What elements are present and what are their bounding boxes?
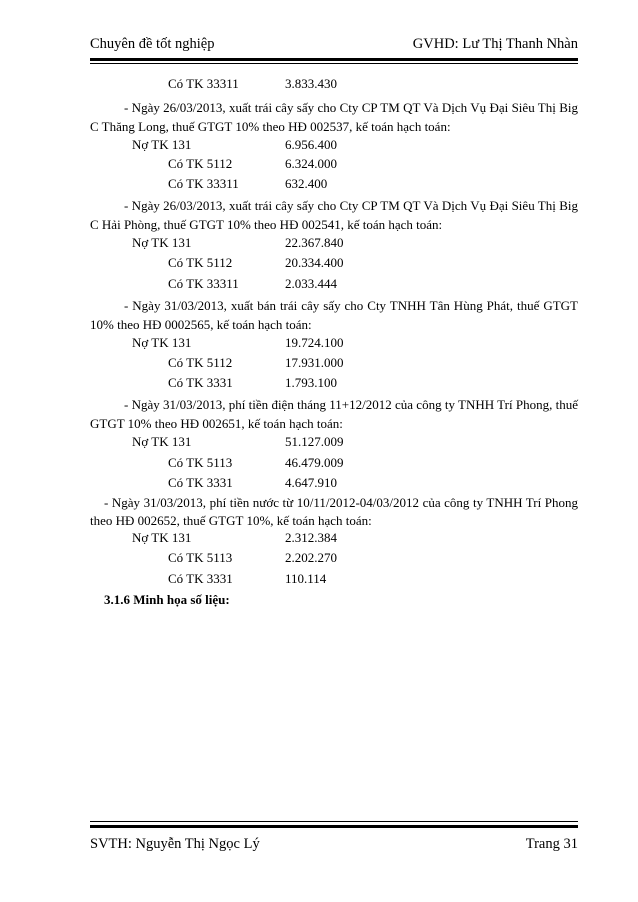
journal-entry <box>132 530 337 546</box>
footer-rule-thick <box>90 825 578 828</box>
page-header <box>90 36 578 53</box>
entry-account: Có TK 33311 <box>168 276 239 291</box>
footer-author: SVTH: Nguyễn Thị Ngọc Lý <box>90 836 260 852</box>
entry-account: Có TK 33311 <box>168 76 239 91</box>
entry-account: Có TK 5113 <box>168 550 233 565</box>
journal-entry <box>132 434 344 450</box>
entry-account: Nợ TK 131 <box>132 335 192 350</box>
entry-account: Có TK 5113 <box>168 455 233 470</box>
journal-entry <box>132 335 344 351</box>
journal-entry <box>132 235 344 251</box>
entry-account: Có TK 33311 <box>168 176 239 191</box>
entry-account: Nợ TK 131 <box>132 137 192 152</box>
entry-account: Có TK 3331 <box>168 475 233 490</box>
journal-entry <box>168 76 337 92</box>
entry-account: Có TK 3331 <box>168 375 233 390</box>
section-heading: 3.1.6 Minh họa số liệu: <box>104 592 230 607</box>
entry-amount: 6.956.400 <box>285 137 337 152</box>
entry-amount: 2.033.444 <box>285 276 337 291</box>
entry-amount: 17.931.000 <box>285 355 344 370</box>
transaction-paragraph: - Ngày 26/03/2013, xuất trái cây sấy cho Cty CP TM QT Và Dịch Vụ Đại Siêu Thị Big C Thăng Long, thuế GTGT 10% theo HĐ 002537, kế toán hạch toán: <box>90 100 578 134</box>
entry-account: Có TK 5112 <box>168 156 233 171</box>
entry-amount: 19.724.100 <box>285 335 344 350</box>
entry-account: Nợ TK 131 <box>132 530 192 545</box>
transaction-paragraph: - Ngày 26/03/2013, xuất trái cây sấy cho Cty CP TM QT Và Dịch Vụ Đại Siêu Thị Big C Hải Phòng, thuế GTGT 10% theo HĐ 002541, kế toán hạch toán: <box>90 198 578 232</box>
page-footer <box>90 836 578 853</box>
journal-entry <box>168 355 344 371</box>
header-supervisor: GVHD: Lư Thị Thanh Nhàn <box>412 36 578 52</box>
journal-entry <box>168 255 344 271</box>
journal-entry <box>168 156 337 172</box>
header-rule-thick <box>90 58 578 61</box>
journal-entry <box>168 455 344 471</box>
journal-entry <box>132 137 337 153</box>
transaction-paragraph: - Ngày 31/03/2013, xuất bán trái cây sấy cho Cty TNHH Tân Hùng Phát, thuế GTGT 10% theo HĐ 0002565, kế toán hạch toán: <box>90 298 578 332</box>
entry-amount: 2.202.270 <box>285 550 337 565</box>
entry-amount: 110.114 <box>285 571 327 586</box>
journal-entry <box>168 571 326 587</box>
entry-amount: 46.479.009 <box>285 455 344 470</box>
entry-account: Nợ TK 131 <box>132 434 192 449</box>
entry-account: Có TK 3331 <box>168 571 233 586</box>
entry-amount: 3.833.430 <box>285 76 337 91</box>
header-rule-thin <box>90 63 578 64</box>
entry-account: Có TK 5112 <box>168 255 233 270</box>
journal-entry <box>168 475 337 491</box>
journal-entry <box>168 375 337 391</box>
entry-amount: 20.334.400 <box>285 255 344 270</box>
header-title: Chuyên đề tốt nghiệp <box>90 36 215 52</box>
journal-entry <box>168 550 337 566</box>
entry-amount: 6.324.000 <box>285 156 337 171</box>
page-number: Trang 31 <box>525 836 578 852</box>
entry-amount: 2.312.384 <box>285 530 337 545</box>
entry-amount: 1.793.100 <box>285 375 337 390</box>
transaction-paragraph: - Ngày 31/03/2013, phí tiền điện tháng 11+12/2012 của công ty TNHH Trí Phong, thuế GTGT 10% theo HĐ 002651, kế toán hạch toán: <box>90 397 578 431</box>
entry-amount: 632.400 <box>285 176 328 191</box>
journal-entry <box>168 176 327 192</box>
transaction-paragraph: - Ngày 31/03/2013, phí tiền nước từ 10/11/2012-04/03/2012 của công ty TNHH Trí Phong theo HĐ 002652, thuế GTGT 10%, kế toán hạch toán: <box>90 495 578 528</box>
entry-amount: 51.127.009 <box>285 434 344 449</box>
journal-entry <box>168 276 337 292</box>
entry-amount: 22.367.840 <box>285 235 344 250</box>
entry-amount: 4.647.910 <box>285 475 337 490</box>
footer-rule-thin <box>90 821 578 822</box>
entry-account: Có TK 5112 <box>168 355 233 370</box>
entry-account: Nợ TK 131 <box>132 235 192 250</box>
